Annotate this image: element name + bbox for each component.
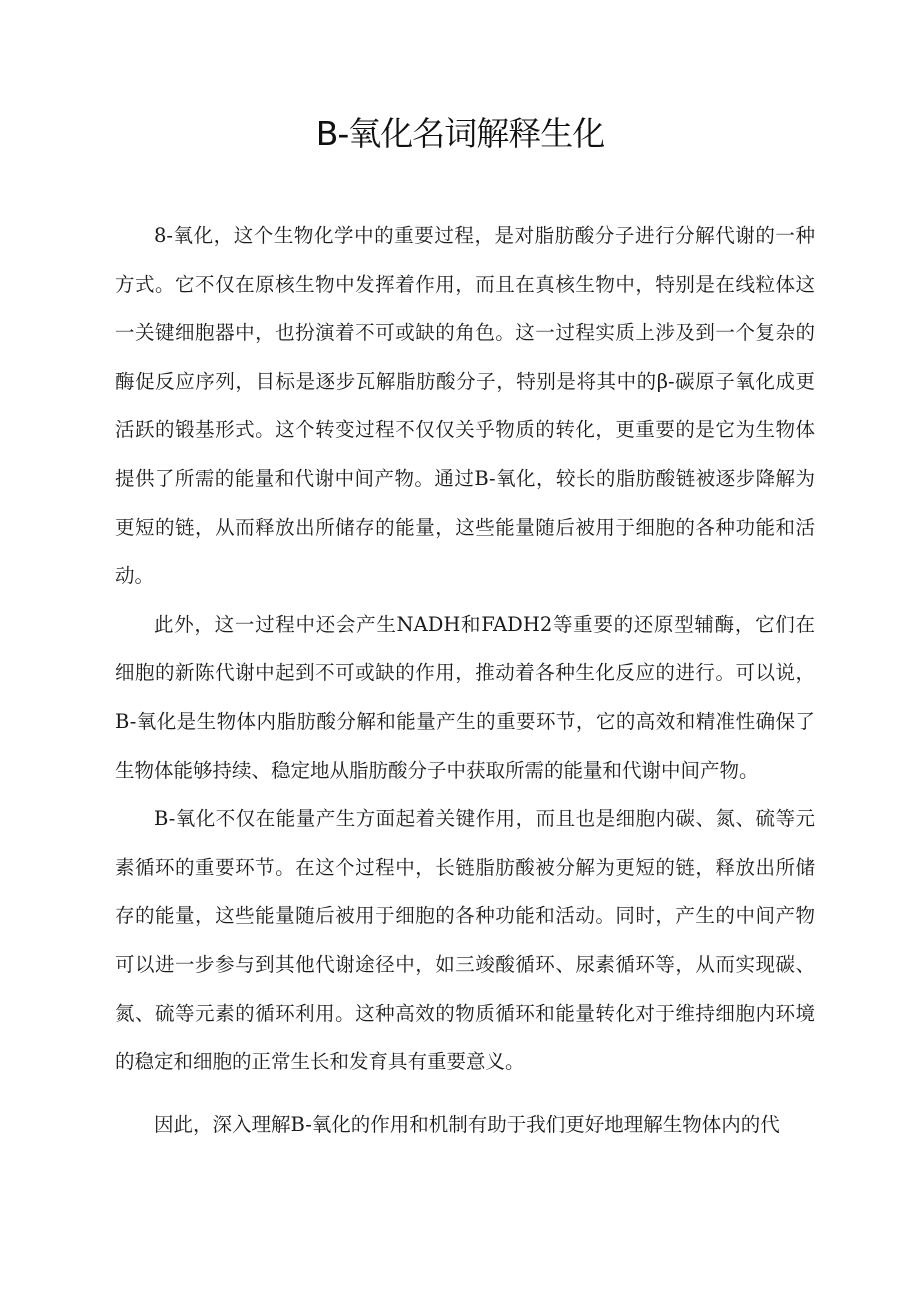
document-title: B-氧化名词解释生化 (315, 114, 605, 153)
paragraph-3: B-氧化不仅在能量产生方面起着关键作用，而且也是细胞内碳、氮、硫等元素循环的重要环节。在这个过程中，长链脂肪酸被分解为更短的链，释放出所储存的能量，这些能量随后被用于细胞的各种功能和活动。同时，产生的中间产物可以进一步参与到其他代谢途径中，如三竣酸循环、尿素循环等，从而实现碳、氮、硫等元素的循环利用。这种高效的物质循环和能量转化对于维持细胞内环境的稳定和细胞的正常生长和发育具有重要意义。 (115, 807, 815, 1074)
paragraph-1: 8-氧化，这个生物化学中的重要过程，是对脂肪酸分子进行分解代谢的一种方式。它不仅在原核生物中发挥着作用，而且在真核生物中，特别是在线粒体这一关键细胞器中，也扮演着不可或缺的角色。这一过程实质上涉及到一个复杂的酶促反应序列，目标是逐步瓦解脂肪酸分子，特别是将其中的β-碳原子氧化成更活跃的锻基形式。这个转变过程不仅仅关乎物质的转化，更重要的是它为生物体提供了所需的能量和代谢中间产物。通过B-氧化，较长的脂肪酸链被逐步降解为更短的链，从而释放出所储存的能量，这些能量随后被用于细胞的各种功能和活动。 (115, 224, 815, 588)
document-body (115, 212, 815, 1149)
paragraph-2: 此外，这一过程中还会产生NADH和FADH2等重要的还原型辅酶，它们在细胞的新陈代谢中起到不可或缺的作用，推动着各种生化反应的进行。可以说，B-氧化是生物体内脂肪酸分解和能量产生的重要环节，它的高效和精准性确保了生物体能够持续、稳定地从脂肪酸分子中获取所需的能量和代谢中间产物。 (115, 612, 815, 782)
paragraph-4: 因此，深入理解B-氧化的作用和机制有助于我们更好地理解生物体内的代 (154, 1112, 780, 1136)
